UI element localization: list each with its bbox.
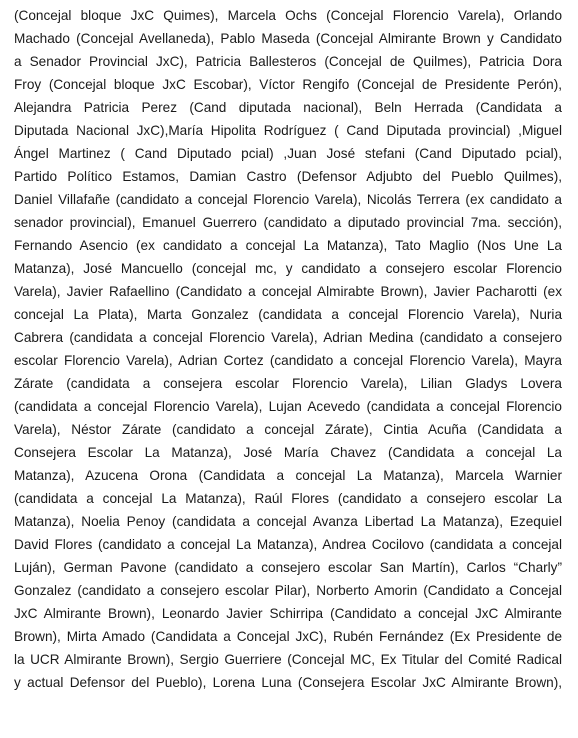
text-line: Ángel Martinez ( Cand Diputado pcial) ,Juan José stefani (Cand Diputado pcial), [14,146,562,161]
text-line: la UCR Almirante Brown), Sergio Guerriere (Concejal MC, Ex Titular del Comité Radical [14,652,562,667]
text-line: Consejera Escolar La Matanza), José María Chavez (Candidata a concejal La [14,445,562,460]
text-line: David Flores (candidato a concejal La Matanza), Andrea Cocilovo (candidata a concejal [14,537,562,552]
text-line: Fernando Asencio (ex candidato a concejal La Matanza), Tato Maglio (Nos Une La [14,238,562,253]
text-line: a Senador Provincial JxC), Patricia Ballesteros (Concejal de Quilmes), Patricia Dora [14,54,562,69]
text-line: concejal La Plata), Marta Gonzalez (candidata a concejal Florencio Varela), Nuria [14,307,562,322]
text-line: Diputada Nacional JxC),María Hipolita Rodríguez ( Cand Diputada provincial) ,Miguel [14,123,562,138]
text-line: Matanza), Azucena Orona (Candidata a concejal La Matanza), Marcela Warnier [14,468,562,483]
text-line: Zárate (candidata a consejera escolar Florencio Varela), Lilian Gladys Lovera [14,376,562,391]
text-line: Machado (Concejal Avellaneda), Pablo Maseda (Concejal Almirante Brown y Candidato [14,31,562,46]
text-line: senador provincial), Emanuel Guerrero (candidato a diputado provincial 7ma. sección), [14,215,562,230]
text-line: Gonzalez (candidato a consejero escolar Pilar), Norberto Amorin (Candidato a Concejal [14,583,562,598]
text-line: Alejandra Patricia Perez (Cand diputada nacional), Beln Herrada (Candidata a [14,100,562,115]
text-line: Daniel Villafañe (candidato a concejal Florencio Varela), Nicolás Terrera (ex candidato a [14,192,562,207]
text-line: Matanza), José Mancuello (concejal mc, y candidato a consejero escolar Florencio [14,261,562,276]
text-line: escolar Florencio Varela), Adrian Cortez (candidato a concejal Florencio Varela), Mayra [14,353,562,368]
text-line: Brown), Mirta Amado (Candidata a Concejal JxC), Rubén Fernández (Ex Presidente de [14,629,562,644]
text-line: JxC Almirante Brown), Leonardo Javier Schirripa (Candidato a concejal JxC Almirante [14,606,562,621]
text-line: Varela), Néstor Zárate (candidato a concejal Zárate), Cintia Acuña (Candidata a [14,422,562,437]
text-line: (candidata a concejal La Matanza), Raúl Flores (candidato a consejero escolar La [14,491,562,506]
text-line: Froy (Concejal bloque JxC Escobar), Víctor Rengifo (Concejal de Presidente Perón), [14,77,562,92]
text-line: (Concejal bloque JxC Quimes), Marcela Ochs (Concejal Florencio Varela), Orlando [14,8,562,23]
text-line: Partido Político Estamos, Damian Castro (Defensor Adjubto del Pueblo Quilmes), [14,169,562,184]
text-line: Luján), German Pavone (candidato a consejero escolar San Martín), Carlos “Charly” [14,560,562,575]
text-line: (candidata a concejal Florencio Varela), Lujan Acevedo (candidata a concejal Florencio [14,399,562,414]
text-line: y actual Defensor del Pueblo), Lorena Luna (Consejera Escolar JxC Almirante Brown), [14,675,562,690]
text-line: Cabrera (candidata a concejal Florencio Varela), Adrian Medina (candidato a consejero [14,330,562,345]
text-line: Matanza), Noelia Penoy (candidata a concejal Avanza Libertad La Matanza), Ezequiel [14,514,562,529]
signatories-paragraph [14,4,562,694]
text-line: Varela), Javier Rafaellino (Candidato a concejal Almirabte Brown), Javier Pacharotti (ex [14,284,562,299]
